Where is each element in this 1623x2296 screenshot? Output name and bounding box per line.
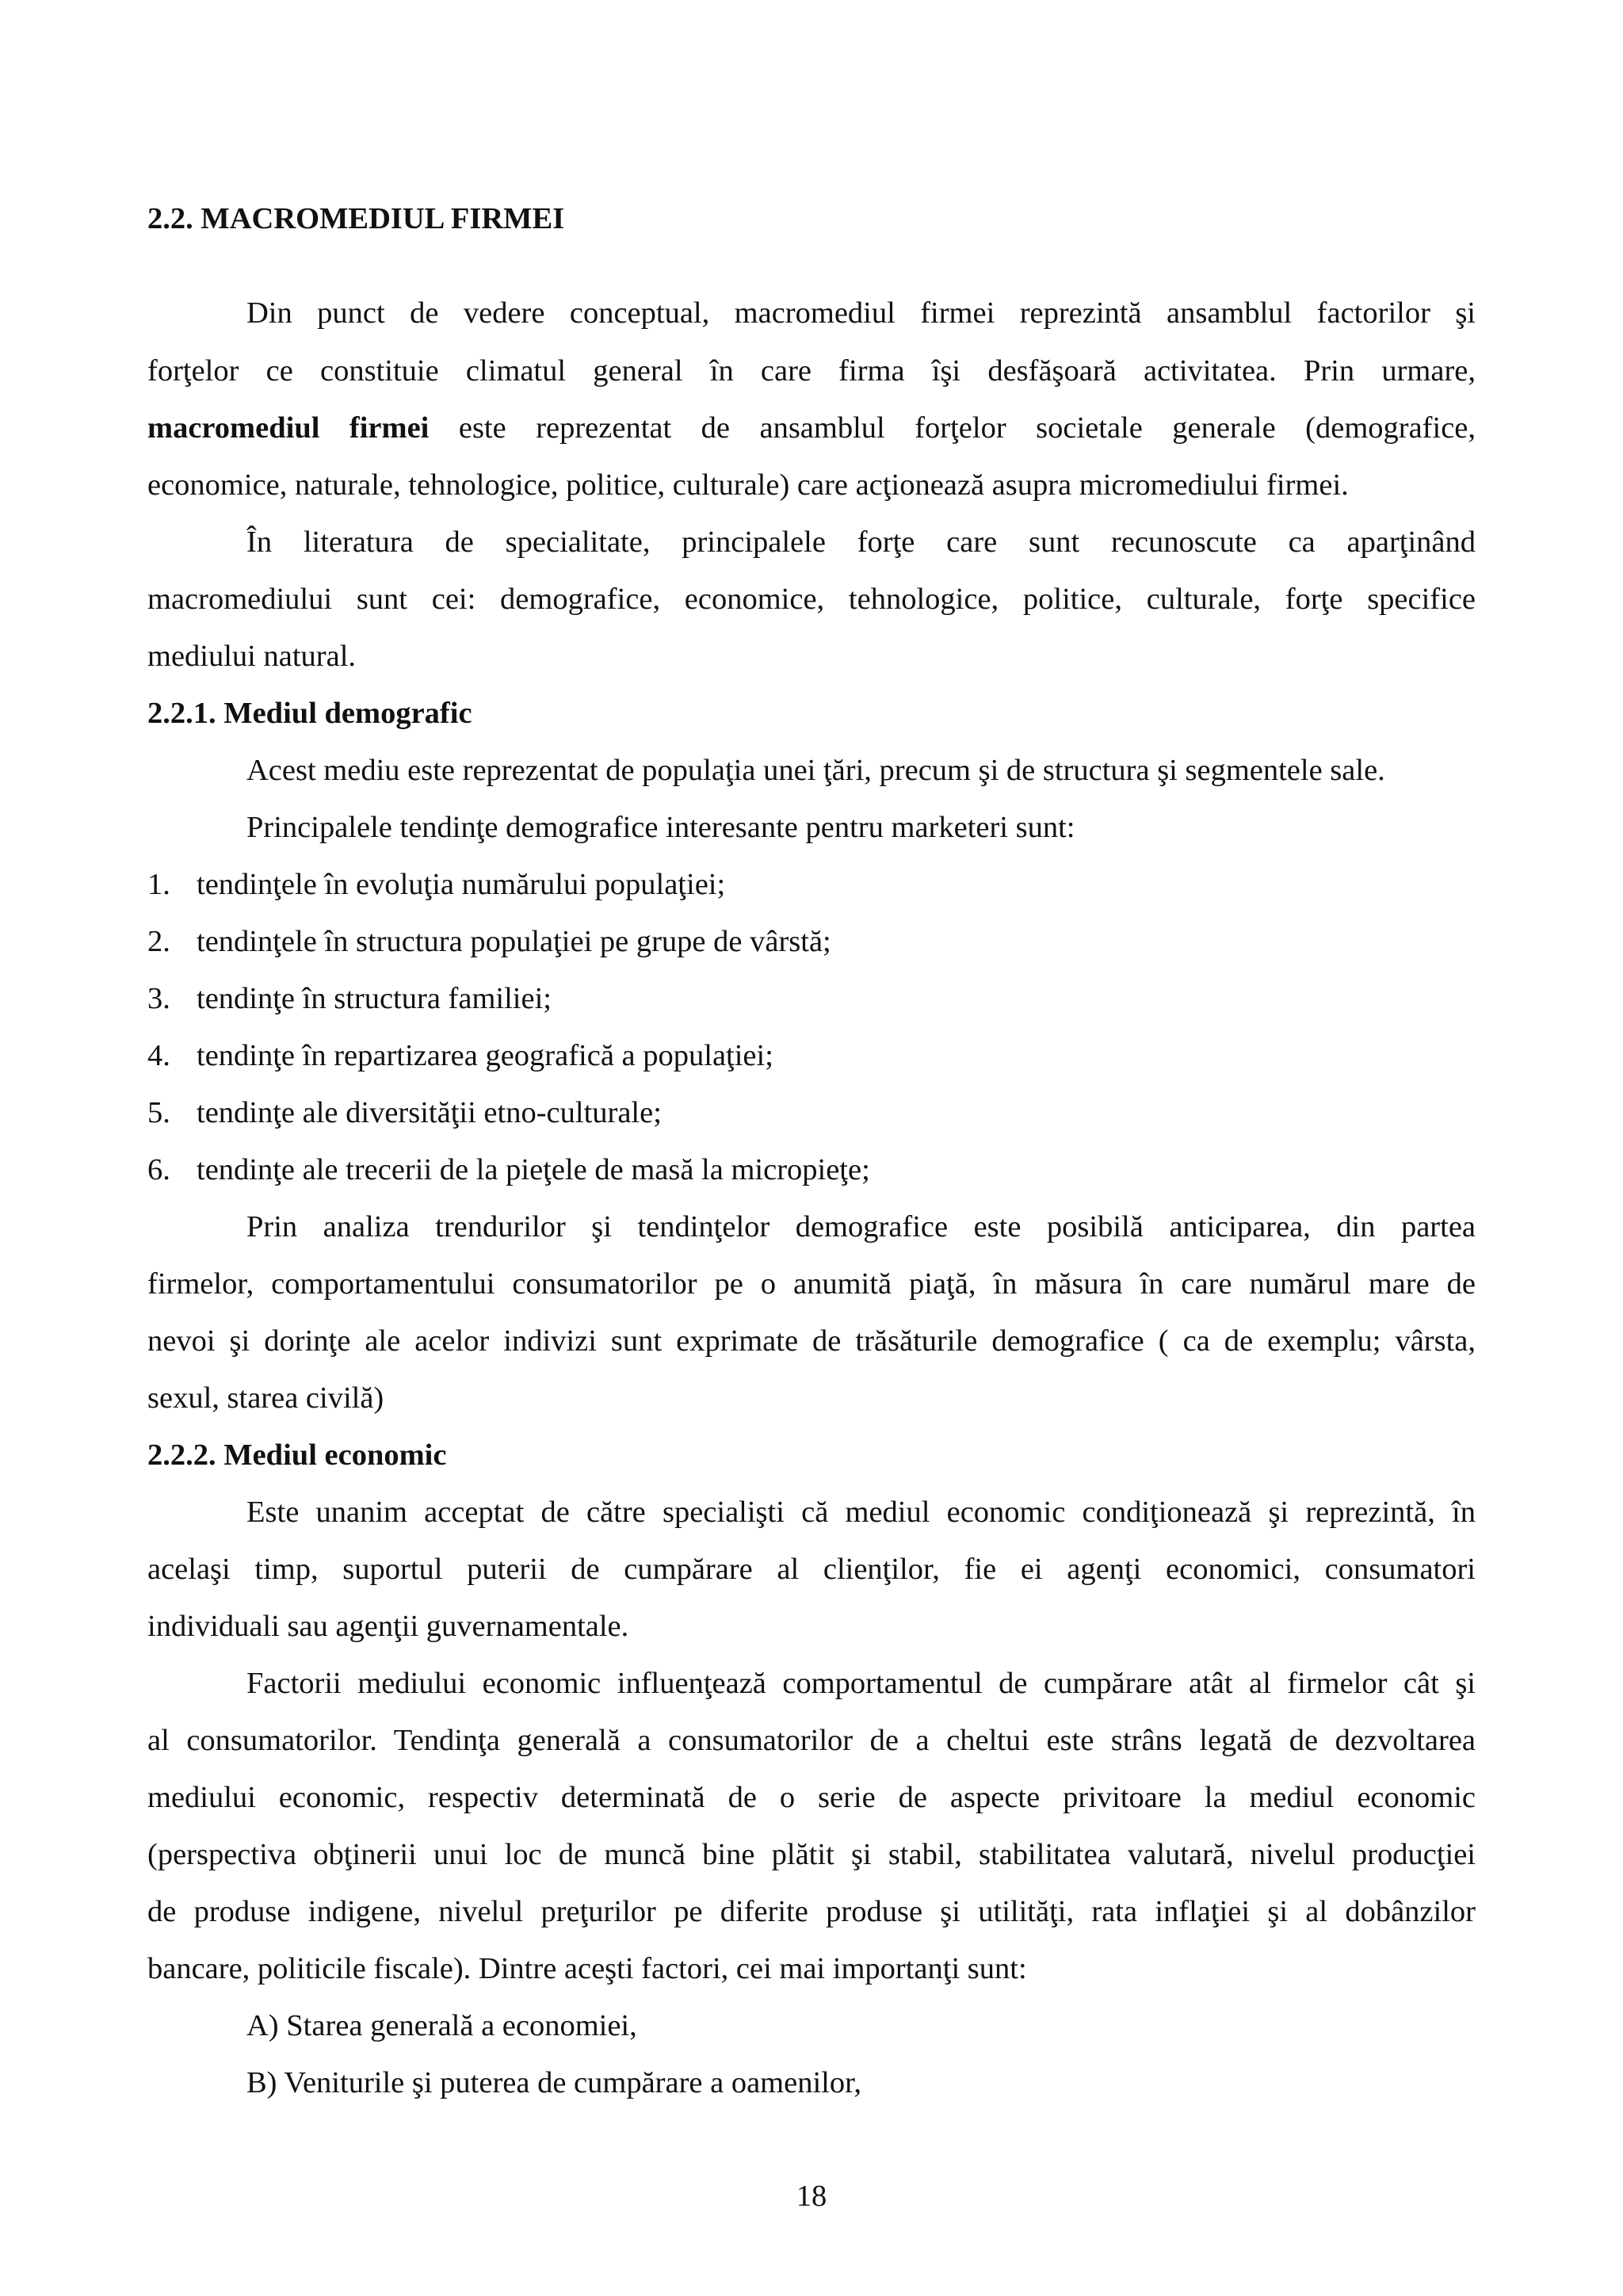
subsection-title: 2.2.2. Mediul economic (147, 1438, 447, 1472)
paragraph-line: individuali sau agenţii guvernamentale. (147, 1610, 629, 1643)
list-text: tendinţe ale diversităţii etno-culturale; (197, 1096, 662, 1129)
paragraph-text: este reprezentat de ansamblul forţelor societale generale (demografice, (429, 411, 1476, 445)
paragraph-line: Principalele tendinţe demografice interesante pentru marketeri sunt: (246, 811, 1075, 844)
list-text: tendinţe în repartizarea geografică a populaţiei; (197, 1039, 773, 1072)
paragraph-line: acelaşi timp, suportul puterii de cumpărare al clienţilor, fie ei agenţi economici, consumatori (147, 1553, 1476, 1586)
section-title: 2.2. MACROMEDIUL FIRMEI (147, 202, 565, 235)
paragraph-line (147, 413, 1476, 444)
paragraph-line: În literatura de specialitate, principalele forţe care sunt recunoscute ca aparţinând (246, 525, 1476, 559)
list-number: 5. (147, 1096, 170, 1129)
paragraph-line: de produse indigene, nivelul preţurilor pe diferite produse şi utilităţi, rata inflaţiei şi al dobânzilor (147, 1895, 1476, 1928)
paragraph-line: (perspectiva obţinerii unui loc de muncă bine plătit şi stabil, stabilitatea valutară, nivelul producţiei (147, 1838, 1476, 1871)
paragraph-line: Acest mediu este reprezentat de populaţia unei ţări, precum şi de structura şi segmentele sale. (246, 754, 1385, 787)
list-text: tendinţe ale trecerii de la pieţele de masă la micropieţe; (197, 1153, 870, 1186)
list-text: tendinţe în structura familiei; (197, 982, 552, 1015)
list-number: 6. (147, 1153, 170, 1186)
list-text: tendinţele în evoluţia numărului populaţiei; (197, 868, 726, 901)
paragraph-line: mediului natural. (147, 640, 357, 673)
list-number: 2. (147, 925, 170, 958)
list-number: 3. (147, 982, 170, 1015)
paragraph-line: bancare, politicile fiscale). Dintre aceşti factori, cei mai importanţi sunt: (147, 1952, 1027, 1985)
paragraph-line: Este unanim acceptat de către specialişti că mediul economic condiţionează şi reprezintă, în (246, 1496, 1476, 1529)
paragraph-line: al consumatorilor. Tendinţa generală a consumatorilor de a cheltui este strâns legată de dezvoltarea (147, 1724, 1476, 1757)
bold-term: macromediul firmei (147, 411, 430, 445)
subsection-title: 2.2.1. Mediul demografic (147, 697, 472, 730)
list-number: 1. (147, 868, 170, 901)
paragraph-line: Din punct de vedere conceptual, macromediul firmei reprezintă ansamblul factorilor şi (246, 296, 1476, 330)
paragraph-line: Factorii mediului economic influenţează comportamentul de cumpărare atât al firmelor cât şi (246, 1667, 1476, 1700)
paragraph-line: Prin analiza trendurilor şi tendinţelor demografice este posibilă anticiparea, din partea (246, 1210, 1476, 1244)
lettered-item: B) Veniturile şi puterea de cumpărare a oamenilor, (246, 2066, 861, 2099)
paragraph-line: mediului economic, respectiv determinată de o serie de aspecte privitoare la mediul economic (147, 1781, 1476, 1814)
paragraph-line: forţelor ce constituie climatul general în care firma îşi desfăşoară activitatea. Prin urmare, (147, 354, 1476, 388)
page-number: 18 (796, 2179, 827, 2213)
paragraph-line: sexul, starea civilă) (147, 1381, 384, 1415)
list-text: tendinţele în structura populaţiei pe grupe de vârstă; (197, 925, 831, 958)
lettered-item: A) Starea generală a economiei, (246, 2009, 637, 2042)
paragraph-line: economice, naturale, tehnologice, politice, culturale) care acţionează asupra micromediului firmei. (147, 468, 1349, 502)
paragraph-line: macromediului sunt cei: demografice, economice, tehnologice, politice, culturale, forţe specifice (147, 583, 1476, 616)
list-number: 4. (147, 1039, 170, 1072)
paragraph-line: nevoi şi dorinţe ale acelor indivizi sunt exprimate de trăsăturile demografice ( ca de exemplu; vârsta, (147, 1324, 1476, 1358)
paragraph-line: firmelor, comportamentului consumatorilor pe o anumită piaţă, în măsura în care numărul mare de (147, 1267, 1476, 1301)
